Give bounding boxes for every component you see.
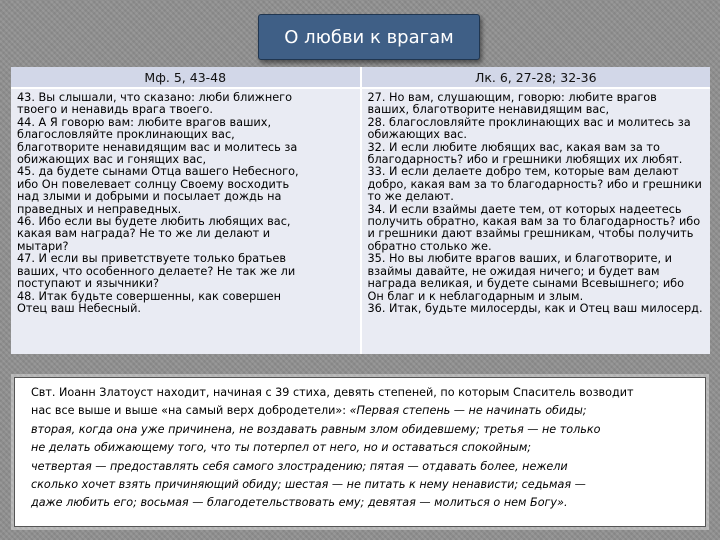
text-line: 44. А Я говорю вам: любите врагов ваших,: [17, 115, 272, 129]
text-line: мытари?: [17, 239, 69, 253]
commentary-line: Свт. Иоанн Златоуст находит, начиная с 39 стиха, девять степеней, по которым Спаситель возводит: [31, 386, 634, 399]
text-line: твоего и ненавидь врага твоего.: [17, 103, 213, 117]
text-line: Отец ваш Небесный.: [17, 301, 142, 315]
commentary-intro-text: нас все выше и выше «на самый верх добродетели»:: [31, 404, 350, 418]
text-line: 46. Ибо если вы будете любить любящих вас,: [17, 215, 291, 229]
text-line: получить обратно, какая вам за то благодарность? ибо: [367, 215, 701, 229]
commentary-line: не делать обижающему того, что ты потерпел от него, но и оставаться спокойным;: [31, 441, 532, 455]
text-line: награда великая, и будете сынами Всевышнего; ибо: [367, 277, 685, 291]
text-line: 32. И если любите любящих вас, какая вам за то: [367, 140, 660, 154]
text-line: праведных и неправедных.: [17, 202, 182, 216]
text-line: добро, какая вам за то благодарность? ибо и грешники: [367, 177, 702, 191]
commentary-line: даже любить его; восьмая — благодетельствовать ему; девятая — молиться о нем Богу».: [31, 496, 568, 510]
text-line: благодарность? ибо и грешники любящих их любят.: [367, 153, 683, 167]
text-line: какая вам награда? Не то же ли делают и: [17, 227, 271, 241]
text-line: ваших, что особенного делаете? Не так же ли: [17, 264, 296, 278]
text-line: 43. Вы слышали, что сказано: люби ближнего: [17, 91, 293, 104]
text-line: 33. И если делаете добро тем, которые вам делают: [367, 165, 679, 179]
text-line: 47. И если вы приветствуете только братьев: [17, 252, 286, 266]
text-line: то же делают.: [367, 190, 454, 204]
text-line: и грешники дают взаймы грешникам, чтобы получить: [367, 227, 694, 241]
text-line: над злыми и добрыми и посылает дождь на: [17, 190, 282, 204]
text-line: благословляйте проклинающих вас,: [17, 128, 235, 142]
table-row: [11, 88, 710, 354]
title-banner: [258, 14, 480, 60]
text-line: ваших, благотворите ненавидящим вас,: [367, 103, 610, 117]
text-line: ибо Он повелевает солнцу Своему восходить: [17, 177, 290, 191]
text-line: 36. Итак, будьте милосерды, как и Отец ваш милосерд.: [367, 301, 703, 315]
commentary-line: вторая, когда она уже причинена, не воздавать равным злом обидевшему; третья — не только: [31, 422, 601, 436]
table-header-row: [11, 67, 710, 88]
commentary-box: [14, 377, 706, 527]
commentary-line: [31, 402, 693, 420]
text-line: 35. Но вы любите врагов ваших, и благотворите, и: [367, 252, 672, 266]
text-line: обижающих вас.: [367, 128, 467, 142]
text-line: благотворите ненавидящим вас и молитесь за: [17, 140, 298, 154]
commentary-line: четвертая — предоставлять себя самого злострадению; пятая — отдавать более, нежели: [31, 459, 568, 473]
text-line: 45. да будете сынами Отца вашего Небесного,: [17, 165, 299, 179]
commentary-quote-start: «Первая степень — не начинать обиды;: [349, 404, 587, 418]
text-line: поступают и язычники?: [17, 277, 159, 291]
text-line: Он благ и к неблагодарным и злым.: [367, 289, 584, 303]
text-line: 27. Но вам, слушающим, говорю: любите врагов: [367, 91, 657, 104]
column-header-matthew: Мф. 5, 43-48: [11, 67, 361, 88]
text-line: 28. благословляйте проклинающих вас и молитесь за: [367, 115, 691, 129]
page-title: О любви к врагам: [284, 26, 454, 48]
column-header-luke: Лк. 6, 27-28; 32-36: [361, 67, 711, 88]
text-line: 48. Итак будьте совершенны, как совершен: [17, 289, 281, 303]
text-line: 34. И если взаймы даете тем, от которых надеетесь: [367, 202, 682, 216]
commentary-line: сколько хочет взять причиняющий обиду; шестая — не питать к нему ненависти; седьмая —: [31, 478, 586, 492]
text-line: обратно столько же.: [367, 239, 492, 253]
text-line: взаймы давайте, не ожидая ничего; и будет вам: [367, 264, 660, 278]
text-line: обижающих вас и гонящих вас,: [17, 153, 207, 167]
verses-table: [11, 67, 710, 354]
luke-text-cell: [361, 88, 711, 354]
matthew-text-cell: [11, 88, 361, 354]
